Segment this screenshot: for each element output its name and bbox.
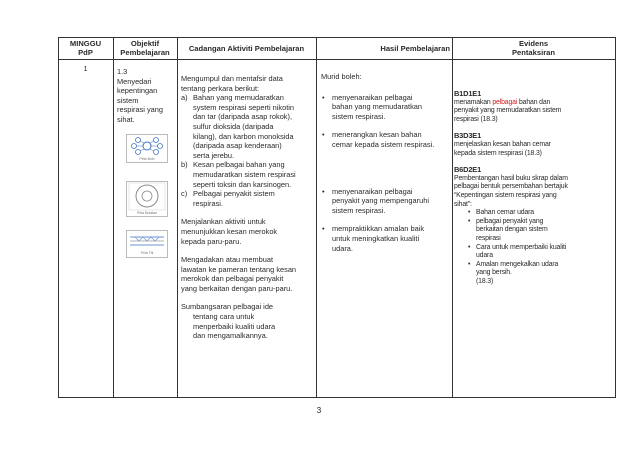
list-item [454,244,617,261]
list-line: dan tar (daripada asap rokok), [193,112,293,122]
evidens-line [454,99,617,108]
column-divider [58,37,59,398]
objektif-line: kepentingan [117,86,158,96]
column-divider [113,37,114,398]
cell-evidens [454,90,617,286]
column-divider [316,37,317,398]
header-pdp-label: PdP [78,48,93,57]
list-line: serta jerebu. [193,150,235,160]
evidens-list [454,209,617,278]
hasil-list [321,93,452,254]
list-item [321,187,452,216]
list-item [454,261,617,278]
thumbnail-peta-titi [126,230,168,258]
list-line: Kesan pelbagai bahan yang [193,160,285,170]
objektif-line: 1.3 [117,67,128,76]
aktiviti-paragraph: Menjalankan aktiviti untuk [181,217,266,227]
list-line: • menyenaraikan pelbagai [332,186,413,196]
list-line: bahan yang memudaratkan [332,102,422,112]
page-number: 3 [316,406,322,415]
list-item [454,218,617,244]
list-line: udara. [332,243,353,253]
aktiviti-paragraph: lawatan ke pameran tentang kesan [181,264,297,274]
column-divider [177,37,178,398]
bubble-map-icon [127,135,167,157]
aktiviti-paragraph: Sumbangsaran pelbagai ide [181,302,274,312]
header-pentaksiran-label: Pentaksiran [511,48,556,57]
list-item [181,189,316,208]
header-evidens [452,37,615,59]
evidens-line: sihat”: [454,200,472,208]
evidens-code: B6D2E1 [454,165,482,175]
aktiviti-intro: tentang perkara berikut: [181,83,260,93]
evidens-line: Pembentangan hasil buku skrap dalam [454,174,568,182]
cell-hasil [321,72,452,253]
list-item [321,224,452,253]
thumbnail-peta-buih [126,134,168,163]
list-line: yang bersih. [476,269,512,277]
header-evidens-label: Evidens [518,39,549,48]
table-header-divider [58,59,616,60]
list-marker: c) [181,189,188,199]
header-hasil-label: Hasil Pembelajaran [380,43,450,53]
cell-minggu: 1 [83,64,88,73]
circle-map-icon [127,182,167,211]
table-border-bottom [58,397,616,398]
list-line: • Amalan mengekalkan udara [476,260,559,268]
list-line: udara [476,252,493,260]
list-line: cemar kepada sistem respirasi. [332,139,435,149]
list-line: • Cara untuk memperbaiki kualiti [476,243,567,251]
list-line: sistem respirasi. [332,205,386,215]
thumbnail-peta-bulatan [126,181,168,217]
header-hasil [316,37,452,59]
aktiviti-list [181,93,316,208]
bridge-map-icon [127,231,167,252]
evidens-line: penyakit yang memudaratkan sistem [454,107,562,115]
list-line: Bahan yang memudaratkan [193,93,284,103]
evidens-line: kepada sistem respirasi (18.3) [454,149,542,157]
thumbnail-caption: Peta Bulatan [136,211,158,215]
aktiviti-paragraph: merokok dan pelbagai penyakit [181,274,284,284]
header-objektif-label: Objektif [130,39,160,48]
list-line: • pelbagai penyakit yang [476,217,544,225]
objektif-line: sistem [117,95,139,105]
evidens-code: B1D1E1 [454,89,482,98]
list-line: system respirasi seperti nikotin [193,102,295,112]
list-line: kilang), dan karbon monoksida [193,131,294,141]
lesson-plan-table [58,37,616,398]
evidens-line: menjelaskan kesan bahan cemar [454,140,551,148]
aktiviti-paragraph: dan mengamalkannya. [193,331,268,341]
list-item [321,130,452,149]
aktiviti-paragraph: menunjukkan kesan merokok [181,226,278,236]
thumbnail-caption: Peta Titi [140,251,154,255]
list-line: • menyenaraikan pelbagai [332,92,413,102]
evidens-reference: (18.3) [476,277,494,285]
list-line: Pelbagai penyakit sistem [193,189,275,199]
evidens-text: menamakan [454,98,493,106]
thumbnail-caption: Peta Buih [139,157,155,161]
evidens-text: bahan dan [517,98,551,106]
evidens-line: respirasi (18.3) [454,115,498,123]
evidens-line: pelbagai bentuk persembahan bertajuk [454,183,568,191]
list-line: • mempraktikkan amalan baik [332,224,425,234]
evidens-code: B3D3E1 [454,131,482,141]
list-line: berkaitan dengan sistem [476,226,548,234]
list-line: sistem respirasi. [332,111,386,121]
cell-objektif [117,67,177,125]
list-line: untuk meningkatkan kualiti [332,233,420,243]
aktiviti-paragraph: kepada paru-paru. [181,236,242,246]
list-item [321,93,452,122]
cell-aktiviti [181,74,316,341]
list-line: (daripada asap kenderaan) [193,141,282,151]
header-aktiviti [177,37,316,59]
list-item [454,209,617,218]
objektif-line: sihat. [117,114,135,124]
list-line: seperti toksin dan karsinogen. [193,179,292,189]
list-line: memudaratkan sistem respirasi [193,169,296,179]
column-divider [452,37,453,398]
evidens-highlight: pelbagai [492,98,518,106]
list-line: penyakit yang mempengaruhi [332,196,429,206]
list-marker: a) [181,93,188,103]
list-line: respirasi [476,234,501,242]
list-item [181,93,316,160]
aktiviti-paragraph: menperbaiki kualiti udara [193,321,276,331]
list-marker: b) [181,160,188,170]
header-pembelajaran-label: Pembelajaran [120,48,170,57]
header-minggu [58,37,113,59]
aktiviti-paragraph: yang berkaitan dengan paru-paru. [181,283,293,293]
header-objektif [113,37,177,59]
objektif-line: Menyedari [117,76,152,86]
list-line: respirasi. [193,198,223,208]
list-line: • Bahan cemar udara [476,209,534,217]
list-line: sulfur dioksida (daripada [193,121,274,131]
objektif-line: respirasi yang [117,105,164,115]
hasil-intro: Murid boleh: [321,72,362,81]
aktiviti-intro: Mengumpul dan mentafsir data [181,74,283,83]
aktiviti-paragraph: tentang cara untuk [193,312,255,322]
header-aktiviti-label: Cadangan Aktiviti Pembelajaran [188,43,305,53]
header-minggu-label: MINGGU [69,39,102,48]
aktiviti-paragraph: Mengadakan atau membuat [181,255,274,265]
list-line: • menerangkan kesan bahan [332,130,422,140]
evidens-line: “Kepentingan sistem respirasi yang [454,191,557,199]
list-item [181,160,316,189]
